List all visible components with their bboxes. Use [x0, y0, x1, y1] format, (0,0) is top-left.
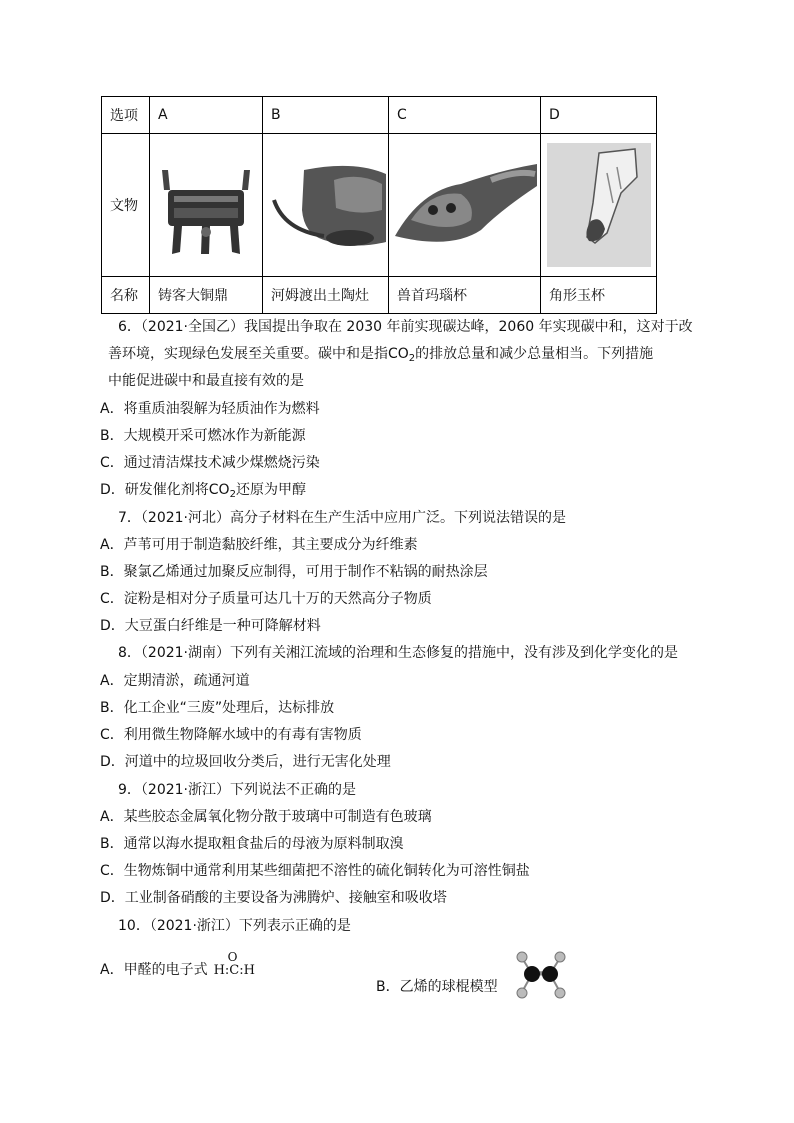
q10-option-a-label: A．甲醛的电子式 [100, 962, 208, 978]
q6-stem-co2: CO [388, 346, 409, 362]
beast-head-agate-cup-icon [391, 150, 539, 260]
artifact-image-b [263, 134, 389, 277]
q6-option-d-co2: CO [208, 482, 230, 498]
q6-stem-line-2-tail: 的排放总量和减少总量相当。下列措施 [415, 346, 654, 362]
q6-option-d-tail: 还原为甲醇 [235, 482, 306, 498]
q10-stem: 10．（2021·浙江）下列表示正确的是 [118, 918, 351, 934]
q9-option-a: A．某些胶态金属氧化物分散于玻璃中可制造有色玻璃 [100, 809, 432, 825]
header-option-c: C [389, 97, 541, 134]
bronze-ding-icon [154, 150, 258, 260]
q6-option-d-co2-sub: 2 [229, 489, 236, 500]
name-row-label: 名称 [102, 277, 150, 314]
q7-option-a: A．芦苇可用于制造黏胶纤维，其主要成分为纤维素 [100, 537, 418, 553]
artifact-name-c: 兽首玛瑙杯 [389, 277, 541, 314]
artifact-name-b: 河姆渡出土陶灶 [263, 277, 389, 314]
header-option-d: D [541, 97, 657, 134]
artifact-image-a [150, 134, 263, 277]
q10-option-a [100, 950, 255, 981]
table-header-row [102, 97, 657, 134]
header-label-cell: 选项 [102, 97, 150, 134]
header-option-a: A [150, 97, 263, 134]
q8-option-d: D．河道中的垃圾回收分类后，进行无害化处理 [100, 754, 391, 770]
artifact-table [101, 96, 657, 314]
formula-main: H:C:H [213, 963, 255, 978]
q6-stem-line-1: 6．（2021·全国乙）我国提出争取在 2030 年前实现碳达峰，2060 年实现碳中和，这对于改 [118, 319, 693, 335]
q6-option-b: B．大规模开采可燃冰作为新能源 [100, 428, 306, 444]
q7-option-d: D．大豆蛋白纤维是一种可降解材料 [100, 618, 321, 634]
q8-stem: 8．（2021·湖南）下列有关湘江流域的治理和生态修复的措施中，没有涉及到化学变化的是 [118, 645, 678, 661]
artifact-image-d [541, 134, 657, 277]
header-option-b: B [263, 97, 389, 134]
artifact-image-c [389, 134, 541, 277]
q9-option-b: B．通常以海水提取粗食盐后的母液为原料制取溴 [100, 836, 404, 852]
formula-oxygen: O [227, 950, 238, 964]
formaldehyde-electron-formula [213, 950, 255, 981]
q7-option-b: B．聚氯乙烯通过加聚反应制得，可用于制作不粘锅的耐热涂层 [100, 564, 488, 580]
q8-option-c: C．利用微生物降解水域中的有毒有害物质 [100, 727, 362, 743]
q6-option-d-head: D．研发催化剂将 [100, 482, 209, 498]
q7-option-c: C．淀粉是相对分子质量可达几十万的天然高分子物质 [100, 591, 432, 607]
q9-option-d: D．工业制备硝酸的主要设备为沸腾炉、接触室和吸收塔 [100, 890, 447, 906]
q10-option-b: B．乙烯的球棍模型 [376, 979, 498, 995]
q8-option-b: B．化工企业“三废”处理后，达标排放 [100, 700, 335, 716]
q6-option-d [100, 481, 306, 499]
q6-stem-line-2-head: 善环境，实现绿色发展至关重要。碳中和是指 [108, 346, 388, 362]
artifact-image-row [102, 134, 657, 277]
horn-jade-cup-icon [547, 143, 651, 267]
q8-option-a: A．定期清淤，疏通河道 [100, 673, 250, 689]
q9-option-c: C．生物炼铜中通常利用某些细菌把不溶性的硫化铜转化为可溶性铜盐 [100, 863, 530, 879]
q6-option-a: A．将重质油裂解为轻质油作为燃料 [100, 401, 320, 417]
q6-stem-line-3: 中能促进碳中和最直接有效的是 [108, 373, 304, 389]
q9-stem: 9．（2021·浙江）下列说法不正确的是 [118, 782, 356, 798]
artifact-name-a: 铸客大铜鼎 [150, 277, 263, 314]
q7-stem: 7．（2021·河北）高分子材料在生产生活中应用广泛。下列说法错误的是 [118, 510, 566, 526]
q6-stem-line-2 [108, 345, 653, 363]
artifact-name-d: 角形玉杯 [541, 277, 657, 314]
q6-stem-co2-sub: 2 [408, 353, 416, 364]
artifact-name-row [102, 277, 657, 314]
q6-option-c: C．通过清洁煤技术减少煤燃烧污染 [100, 455, 320, 471]
image-row-label: 文物 [102, 134, 150, 277]
ethylene-ball-stick-icon [510, 944, 570, 1004]
pottery-stove-icon [264, 150, 388, 260]
